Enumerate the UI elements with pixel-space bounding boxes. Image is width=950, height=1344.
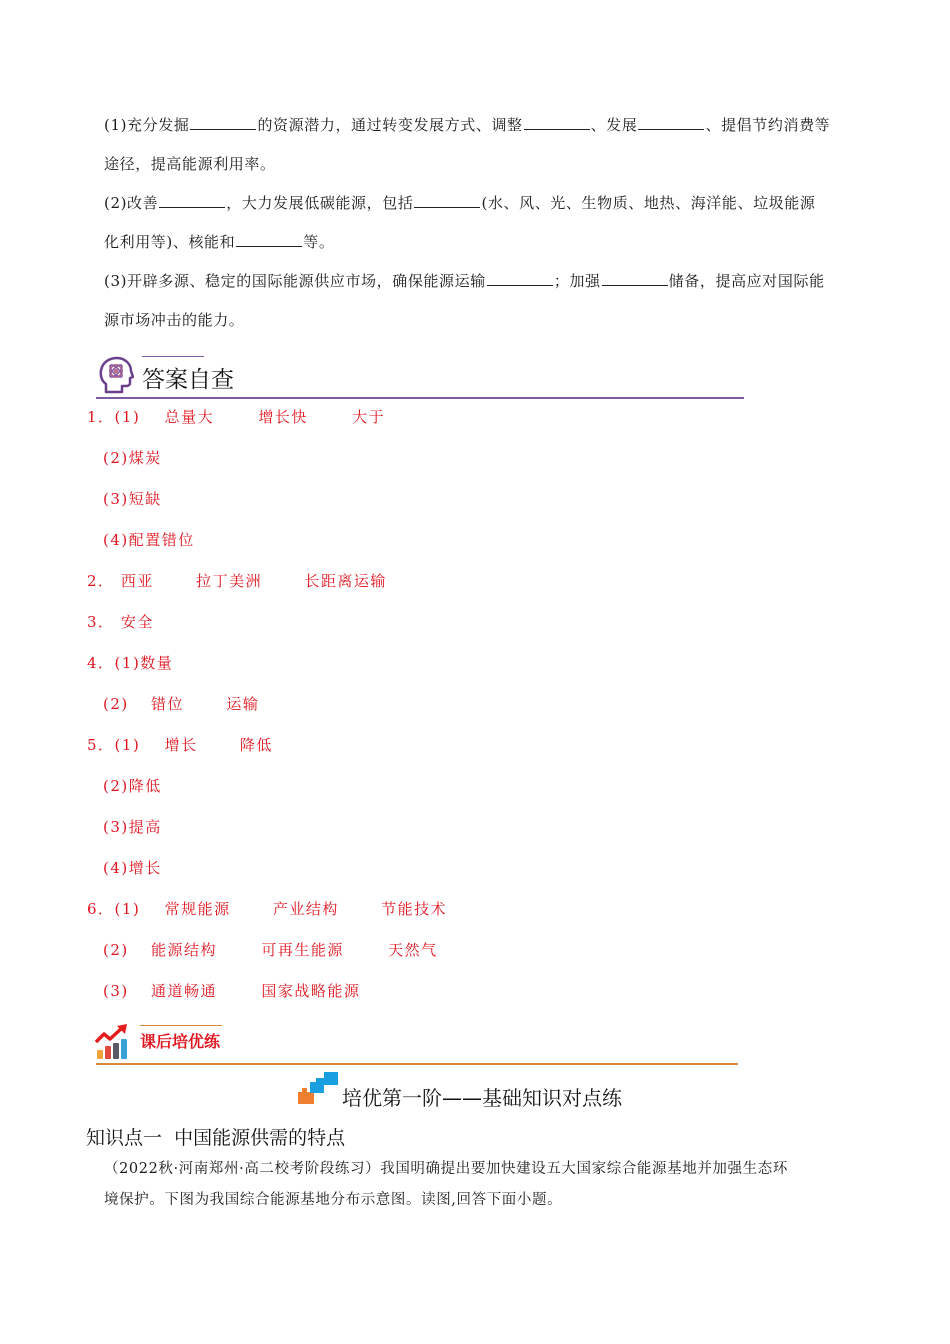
- answer: 能源结构: [151, 941, 218, 959]
- answer-row-12: (4)增长: [103, 859, 162, 877]
- answer: 运输: [226, 695, 260, 713]
- fill-line-6: 源市场冲击的能力。: [104, 311, 245, 329]
- answer: 拉丁美洲: [196, 572, 263, 590]
- fill-line-1: (1)充分发掘 的资源潜力，通过转变发展方式、调整 、发展 、提倡节约消费等: [104, 116, 831, 134]
- blank: [602, 271, 668, 286]
- knowledge-point-heading: 知识点一 中国能源供需的特点: [86, 1127, 346, 1149]
- answer: 西亚: [120, 572, 154, 590]
- practice-section-title: 课后培优练: [140, 1032, 221, 1051]
- blank: [190, 115, 256, 130]
- answer: 通道畅通: [151, 982, 218, 1000]
- answer: 短缺: [128, 490, 162, 508]
- blank: [524, 115, 590, 130]
- answer-row-6: 3． 安全: [87, 613, 154, 631]
- answer-row-1: 1．(1) 总量大 增长快 大于: [87, 408, 386, 426]
- fill-in-question: [104, 106, 874, 340]
- answer-row-5: 2． 西亚 拉丁美洲 长距离运输: [87, 572, 387, 590]
- practice-section-divider: [96, 1063, 738, 1065]
- answer: 错位: [151, 695, 185, 713]
- answer-row-7: 4．(1)数量: [87, 654, 174, 672]
- answer: 降低: [239, 736, 273, 754]
- stairs-icon: [298, 1072, 340, 1106]
- answer: 提高: [128, 818, 162, 836]
- head-brain-icon: [98, 356, 134, 396]
- fill-line-2: 途径，提高能源利用率。: [104, 155, 276, 173]
- answer: 降低: [128, 777, 162, 795]
- answer: 增长: [128, 859, 162, 877]
- title-overline: [142, 356, 204, 357]
- question-stem: （2022秋·河南郑州·高二校考阶段练习）我国明确提出要加快建设五大国家综合能源基地并加强生态环 境保护。下图为我国综合能源基地分布示意图。读图,回答下面小题。: [104, 1161, 788, 1208]
- answer-section-divider: [96, 397, 744, 399]
- fill-line-3: (2)改善 ，大力发展低碳能源，包括 (水、风、光、生物质、地热、海洋能、垃圾能源: [104, 194, 816, 212]
- answer: 产业结构: [272, 900, 339, 918]
- blank: [414, 193, 480, 208]
- answer: 煤炭: [128, 449, 162, 467]
- stage-header: [298, 1072, 678, 1112]
- blank: [159, 193, 225, 208]
- stage-title: 培优第一阶——基础知识对点练: [342, 1086, 622, 1110]
- answer-row-10: (2)降低: [103, 777, 162, 795]
- answer: 常规能源: [164, 900, 231, 918]
- growth-chart-icon: [94, 1024, 130, 1060]
- answer: 天然气: [388, 941, 438, 959]
- answer: 安全: [120, 613, 154, 631]
- answer-row-4: (4)配置错位: [103, 531, 195, 549]
- fill-line-4: 化利用等)、核能和 等。: [104, 233, 335, 251]
- answer-row-11: (3)提高: [103, 818, 162, 836]
- answer-row-2: (2)煤炭: [103, 449, 162, 467]
- answer: 配置错位: [128, 531, 195, 549]
- question-source: （2022秋·河南郑州·高二校考阶段练习）: [104, 1161, 381, 1177]
- answer: 增长快: [258, 408, 308, 426]
- answer-row-15: (3) 通道畅通 国家战略能源: [103, 982, 361, 1000]
- blank: [487, 271, 553, 286]
- blank: [638, 115, 704, 130]
- blank: [236, 232, 302, 247]
- answer: 节能技术: [381, 900, 448, 918]
- answer-row-3: (3)短缺: [103, 490, 162, 508]
- answer: 数量: [140, 654, 174, 672]
- answer-row-13: 6．(1) 常规能源 产业结构 节能技术: [87, 900, 448, 918]
- answer: 总量大: [164, 408, 215, 426]
- answer: 增长: [164, 736, 198, 754]
- answer: 大于: [352, 408, 386, 426]
- answer-row-14: (2) 能源结构 可再生能源 天然气: [103, 941, 438, 959]
- title-overline: [140, 1025, 222, 1026]
- answer-section-title: 答案自查: [142, 367, 234, 393]
- answer-row-9: 5．(1) 增长 降低: [87, 736, 273, 754]
- answer-section-header: [96, 354, 744, 400]
- answer: 可再生能源: [261, 941, 344, 959]
- fill-line-5: (3)开辟多源、稳定的国际能源供应市场，确保能源运输 ；加强 储备，提高应对国际能: [104, 272, 825, 290]
- answer: 国家战略能源: [261, 982, 361, 1000]
- practice-section-header: [94, 1024, 738, 1064]
- answer-row-8: (2) 错位 运输: [103, 695, 260, 713]
- answer: 长距离运输: [304, 572, 387, 590]
